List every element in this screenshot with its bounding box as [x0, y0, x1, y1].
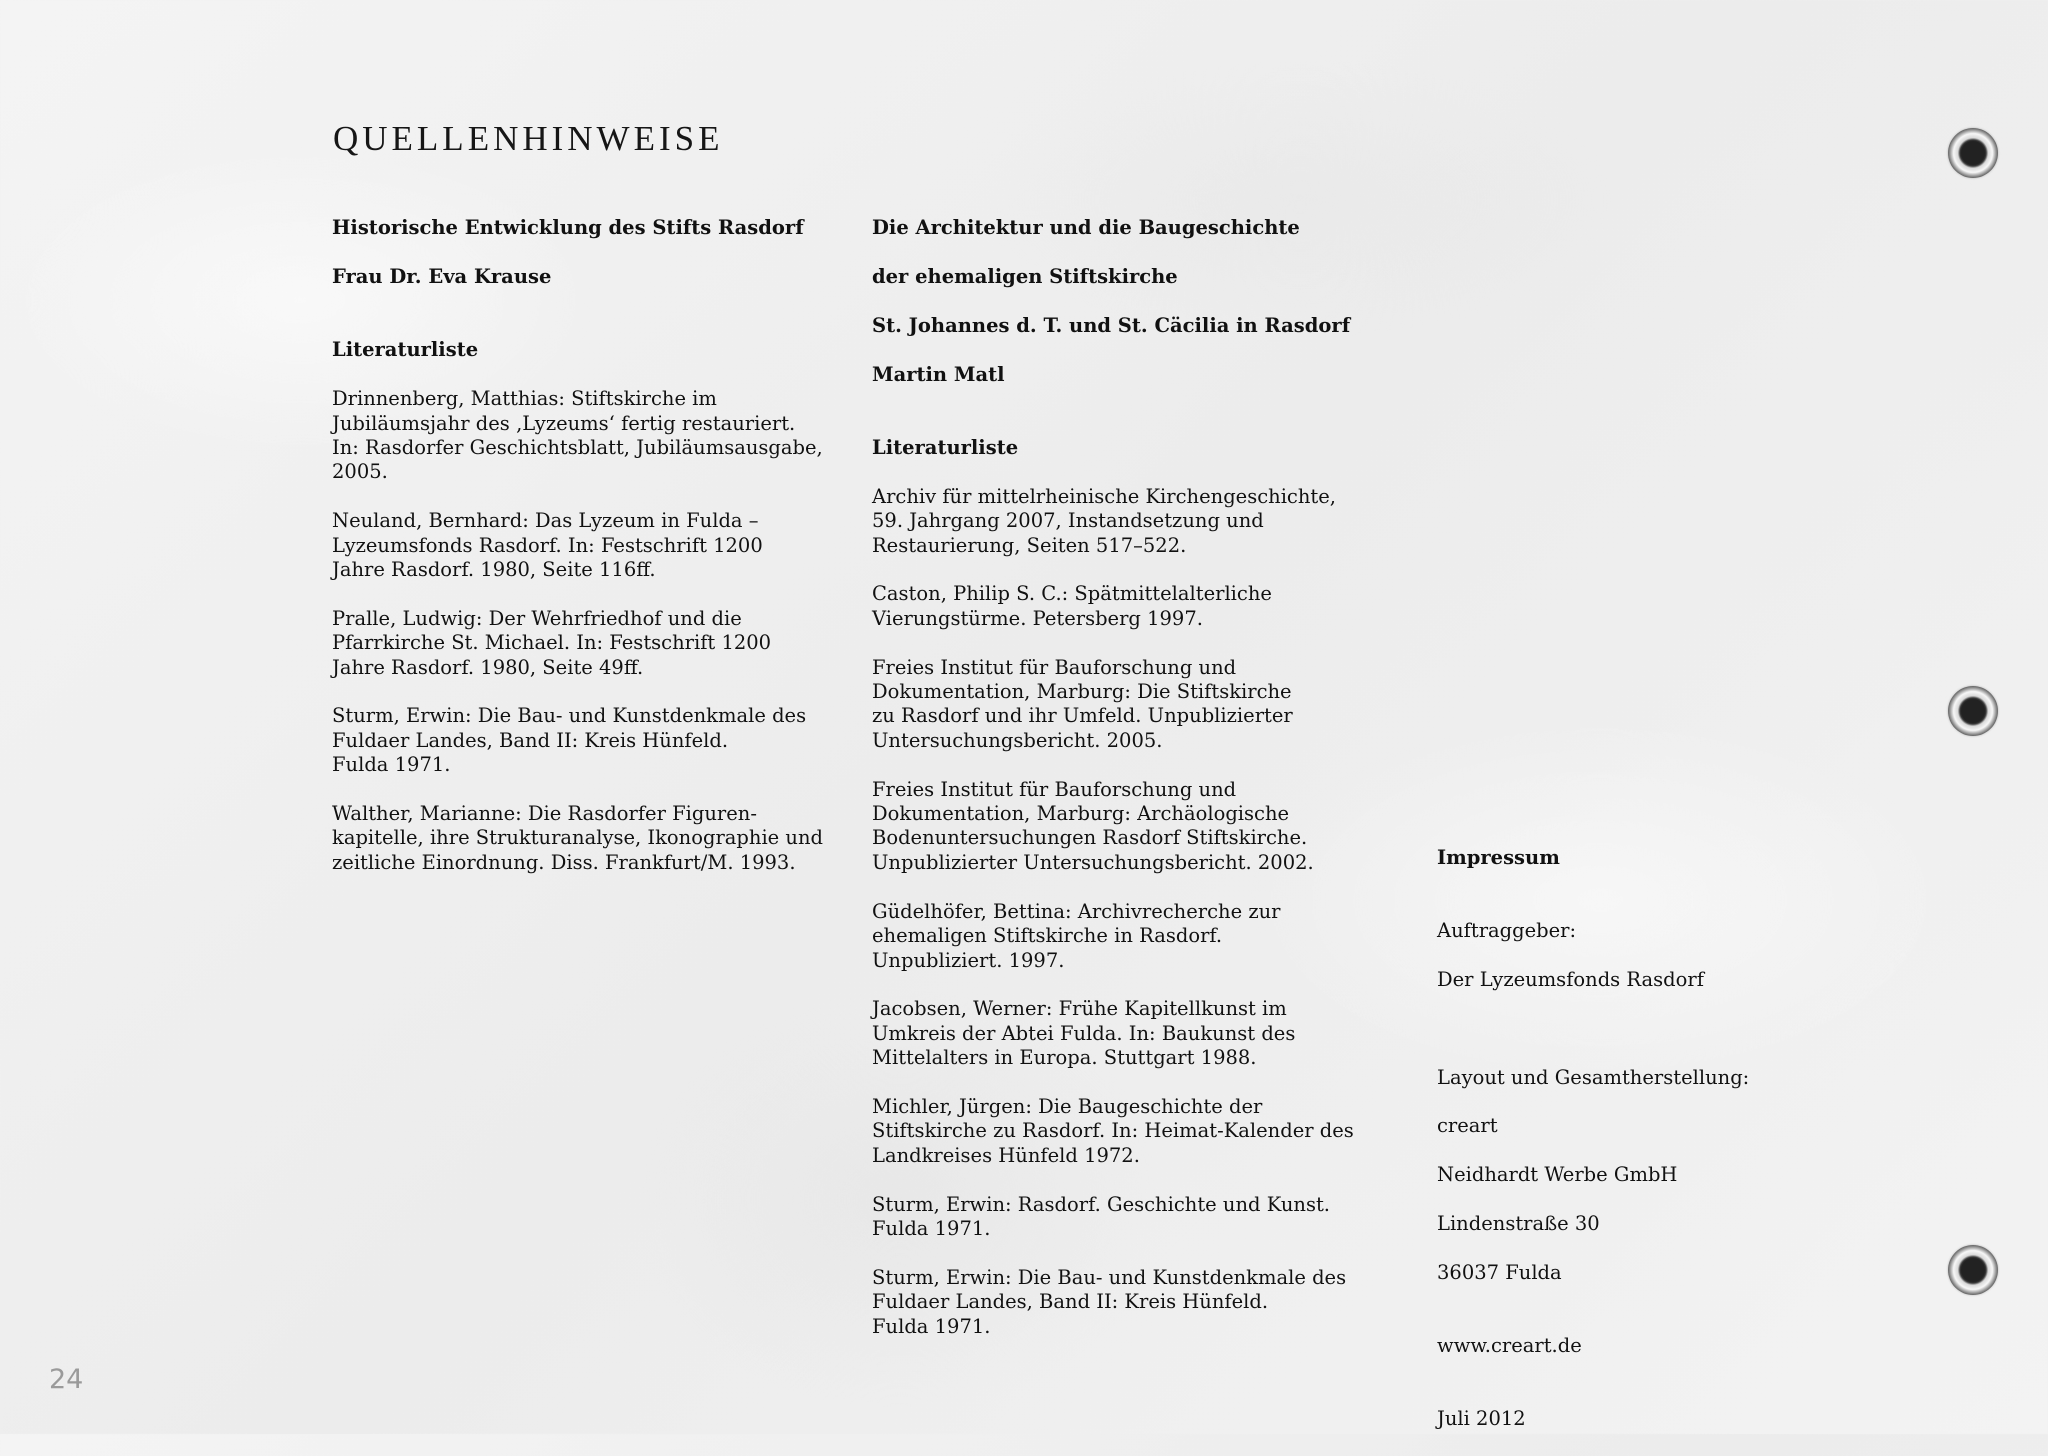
bibliography-entry: Sturm, Erwin: Die Bau- und Kunstdenkmale des Fuldaer Landes, Band II: Kreis Hünfeld. Fulda 1971.	[872, 1265, 1347, 1338]
agency-street: Lindenstraße 30	[1437, 1212, 1600, 1236]
source-column-matl	[872, 192, 1392, 1363]
publication-date: Juli 2012	[1437, 1407, 1526, 1431]
bibliography-entry: Pralle, Ludwig: Der Wehrfriedhof und die Pfarrkirche St. Michael. In: Festschrift 1200 Jahre Rasdorf. 1980, Seite 49ff.	[332, 606, 772, 679]
binder-hole-icon	[1948, 1245, 1998, 1295]
bibliography-entry: Walther, Marianne: Die Rasdorfer Figuren- kapitelle, ihre Strukturanalyse, Ikonographie und zeitliche Einordnung. Diss. Frankfurt/M. 1993.	[332, 802, 824, 874]
section-heading	[332, 192, 852, 314]
binder-hole-icon	[1948, 686, 1998, 736]
bibliography-entry: Freies Institut für Bauforschung und Dokumentation, Marburg: Die Stiftskirche zu Rasdorf und ihr Umfeld. Unpublizierter Untersuchungsbericht. 2005.	[872, 655, 1293, 752]
bibliography-entry: Drinnenberg, Matthias: Stiftskirche im Jubiläumsjahr des ‚Lyzeums‘ fertig restauriert. In: Rasdorfer Geschichtsblatt, Jubiläumsausgabe, 2005.	[332, 387, 823, 484]
bibliography-entry: Caston, Philip S. C.: Spätmittelalterliche Vierungstürme. Petersberg 1997.	[872, 582, 1272, 630]
bibliography-entry: Sturm, Erwin: Rasdorf. Geschichte und Kunst. Fulda 1971.	[872, 1192, 1330, 1240]
client-label: Auftraggeber:	[1437, 919, 1577, 943]
author-line: Frau Dr. Eva Krause	[332, 265, 552, 289]
bibliography-entry: Archiv für mittelrheinische Kirchengeschichte, 59. Jahrgang 2007, Instandsetzung und Restaurierung, Seiten 517–522.	[872, 484, 1336, 557]
website-link[interactable]: www.creart.de	[1437, 1334, 1582, 1358]
impressum-block	[1437, 846, 1797, 1456]
heading-line: der ehemaligen Stiftskirche	[872, 265, 1178, 289]
binder-hole-icon	[1948, 128, 1998, 178]
page-title: quellenhinweise	[333, 105, 724, 161]
source-column-krause	[332, 192, 852, 900]
agency-brand: creart	[1437, 1114, 1498, 1138]
bibliography-entry: Michler, Jürgen: Die Baugeschichte der Stiftskirche zu Rasdorf. In: Heimat-Kalender des Landkreises Hünfeld 1972.	[872, 1094, 1354, 1167]
heading-line: Die Architektur und die Baugeschichte	[872, 216, 1300, 240]
bibliography-entry: Jacobsen, Werner: Frühe Kapitellkunst im Umkreis der Abtei Fulda. In: Baukunst des Mittelalters in Europa. Stuttgart 1988.	[872, 997, 1296, 1070]
client-name: Der Lyzeumsfonds Rasdorf	[1437, 968, 1704, 992]
bibliography-entry: Güdelhöfer, Bettina: Archivrecherche zur ehemaligen Stiftskirche in Rasdorf. Unpubliziert. 1997.	[872, 899, 1281, 972]
heading-line: Historische Entwicklung des Stifts Rasdorf	[332, 216, 804, 240]
agency-company: Neidhardt Werbe GmbH	[1437, 1163, 1678, 1187]
bibliography-entry: Freies Institut für Bauforschung und Dokumentation, Marburg: Archäologische Bodenuntersuchungen Rasdorf Stiftskirche. Unpublizierter Untersuchungsbericht. 2002.	[872, 777, 1314, 874]
agency-info	[1437, 1041, 1797, 1309]
section-heading	[872, 192, 1392, 412]
client-info	[1437, 895, 1797, 1017]
author-line: Martin Matl	[872, 362, 1005, 386]
agency-city: 36037 Fulda	[1437, 1260, 1562, 1284]
literature-list-title: Literaturliste	[332, 338, 479, 362]
page-number: 24	[49, 1364, 84, 1395]
bibliography-entry: Sturm, Erwin: Die Bau- und Kunstdenkmale des Fuldaer Landes, Band II: Kreis Hünfeld. Fulda 1971.	[332, 704, 807, 777]
bibliography-entry: Neuland, Bernhard: Das Lyzeum in Fulda – Lyzeumsfonds Rasdorf. In: Festschrift 1200 Jahre Rasdorf. 1980, Seite 116ff.	[332, 509, 763, 582]
literature-list-title: Literaturliste	[872, 436, 1019, 460]
impressum-title: Impressum	[1437, 846, 1560, 869]
heading-line: St. Johannes d. T. und St. Cäcilia in Rasdorf	[872, 314, 1351, 338]
layout-label: Layout und Gesamtherstellung:	[1437, 1065, 1750, 1089]
